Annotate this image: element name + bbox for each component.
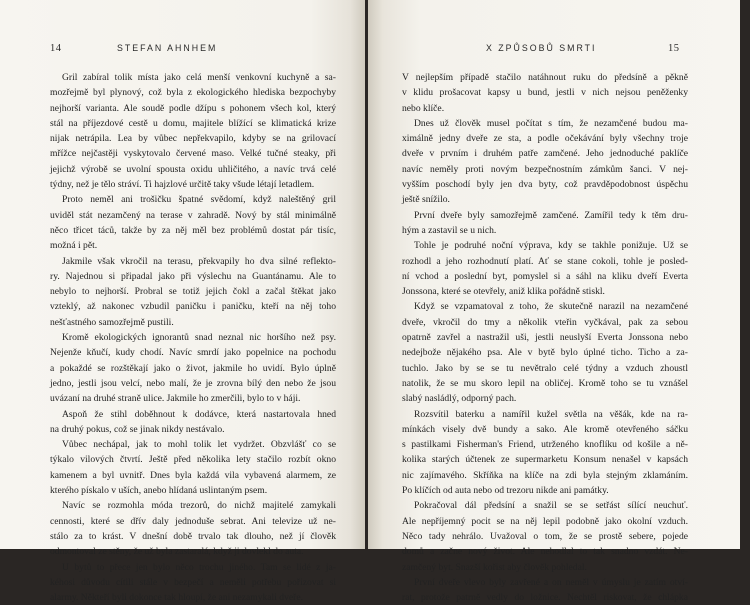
text-line: vzteklý, až nakonec vzbudil paničku i paničku, kteří na něj toho	[50, 301, 336, 313]
text-line: ještě snížilo.	[402, 194, 450, 206]
text-line: natolik, že se mu skoro lepil na obličej. Kromě toho se tu vznášel	[402, 377, 688, 389]
text-line: mřížce nejčastěji vyskytovalo červené maso. Velké tučné steaky, při	[50, 148, 336, 160]
text-line: s pastilkami Fisherman's Friend, utrženého knoflíku od košile a ně-	[402, 439, 688, 451]
text-line: Jakmile však vkročil na terasu, překvapily ho dva silné reflekto-	[62, 255, 336, 267]
text-line: Aspoň že stihl doběhnout k dodávce, která nastartovala hned	[62, 408, 336, 420]
text-line: jedno, jestli jsou velcí, nebo malí, že je zrovna bílý den nebo že jsou	[50, 377, 336, 389]
text-line: alarmy. Někteří byli dokonce tak hloupí, že ani nezamykali dveře.	[50, 592, 303, 604]
text-line: U bytů to přece jen bylo něco trochu jiného. Tam se lidé z ja-	[62, 561, 336, 573]
text-line: Navíc se rozmohla móda trezorů, do nichž majitelé zamykali	[62, 500, 336, 512]
text-line: Když se vzpamatoval z toho, že skutečně narazil na nezamčené	[414, 301, 688, 313]
text-line: mínkách visely dvě bundy a sako. Ale kromě otevřeného sáčku	[402, 423, 688, 435]
text-line: slabý nasládlý, odporný pach.	[402, 393, 517, 405]
text-line: nebylo to nejhorší. Probral se totiž jejich čokl a začal štěkat jako	[50, 286, 336, 298]
text-line: v klidu prošacovat kapsy u bund, jestli v nich nejsou peněženky	[402, 87, 688, 99]
text-line: rozhodl a jeho rozhodnutí platí. Ať se stane cokoli, tohle je posled-	[402, 255, 688, 267]
text-line: Vůbec nechápal, jak to mohl tolik let vydržet. Obzvlášť co se	[62, 439, 336, 451]
running-head-author: STEFAN AHNHEM	[117, 43, 218, 53]
text-line: stálo za to krást. V dnešní době trvalo tak dlouho, než jí člověk	[50, 530, 336, 542]
text-line: týdny, než je tělo stráví. Ti hajzlové určitě taky všude létají letadlem.	[50, 179, 315, 191]
text-line: Ale nepříjemný pocit se na něj lepil podobně jako okolní vzduch.	[402, 515, 688, 527]
text-line: kamenem a byl uvnitř. Dnes byla každá vila vybavená alarmem, ze	[50, 469, 336, 481]
text-line: navíc neměly proti novým bezpečnostním zámkům šanci. V nej-	[402, 163, 688, 175]
text-line: První dveře byly samozřejmě zamčené. Zamířil tedy k těm dru-	[414, 209, 688, 221]
right-page	[368, 0, 740, 604]
text-line: Tohle je podruhé noční výprava, kdy se takhle ponižuje. Už se	[414, 240, 688, 252]
text-line: nejhorší varianta. Ale soudě podle džípu s pohonem všech kol, který	[50, 102, 336, 114]
page-number-left: 14	[50, 43, 62, 54]
text-line: odmontoval ze stěny, že už byla zastaralá, když ji dovlekl do auta.	[50, 546, 304, 558]
body-text-right	[402, 70, 688, 605]
text-line: vyšším poschodí byly jen dva byty, což pravděpodobnost úspěchu	[402, 179, 688, 191]
text-line: Pokračoval dál předsíní a snažil se se setřást sílící neuchuť.	[414, 500, 688, 512]
text-line: domů a začne nový život. Ale nehodlal to tak snadno vzdát. Ne-	[402, 546, 688, 558]
text-line: a pokaždé se rozštěkají jako o život, jakmile ho uvidí. Bylo úplně	[50, 362, 336, 374]
text-line: nešťastného samozřejmě pustili.	[50, 316, 174, 328]
text-line: něco třicet táců, takže by za něj měl bez problémů dostat pár tisíc,	[50, 224, 336, 236]
text-line: možná i pět.	[50, 240, 98, 252]
text-line: kéhosi důvodu cítili stále v bezpečí a neměli potřebu pořizovat si	[50, 576, 336, 588]
text-line: První dveře vlevo byly zavřené a on neměl v úmyslu je zatím otví-	[414, 576, 688, 588]
text-line: mozřejmě byl plynový, což byla z ekologického hlediska bezpochyby	[50, 87, 336, 99]
text-line: Nejenže kňučí, kudy chodí. Navíc smrdí jako popelnice na pochodu	[50, 347, 336, 359]
text-line: kterého pískalo v uších, anebo hlídaná uslintaným psem.	[50, 485, 268, 497]
text-line: stál na příjezdové cestě u domu, majitele blížící se klimatická krize	[50, 117, 336, 129]
text-line: nebo klíče.	[402, 102, 445, 114]
text-line: zamčený byt. Snazší kořist aby člověk pohledal.	[402, 561, 587, 573]
text-line: na druhý pokus, což se jinak nikdy nestávalo.	[50, 423, 225, 435]
text-line: tuchlo. Jako by se se tu nevětralo celé týdny a vzduch zhoustl	[402, 362, 688, 374]
text-line: ní vchod a poslední byt, pomyslel si a sáhl na kliku dveří Everta	[402, 270, 688, 282]
text-line: Gril zabíral tolik místa jako celá menší venkovní kuchyně a sa-	[62, 72, 336, 83]
text-line: dveře, vkročil do tmy a několik vteřin vyčkával, pak za sebou	[402, 316, 688, 328]
text-line: dveře v prvním i druhém patře zamčené. Jeho jednoduché paklíče	[402, 148, 688, 160]
body-text-left	[50, 70, 336, 605]
text-line: Proto neměl ani trošičku špatné svědomí, když naleštěný gril	[62, 194, 336, 206]
text-line: Kromě ekologických ignorantů snad neznal nic horšího než psy.	[62, 332, 336, 344]
text-line: opatrně zavřel a nastražil uši, jestli neuslyší Everta Jonssona nebo	[402, 332, 688, 344]
left-page	[0, 0, 365, 604]
text-line: nedejbože nějakého psa. Ale v bytě bylo úplné ticho. Ticho a za-	[402, 347, 688, 359]
text-line: ximálně jedny dveře ze sta, a podle očekávání byly všechny troje	[402, 133, 688, 145]
text-line: hým a zastavil se u nich.	[402, 224, 497, 236]
text-line: uvázaní na druhé straně ulice. Jakmile ho zmerčili, bylo to v háji.	[50, 393, 301, 405]
text-line: Rozsvítil baterku a namířil kužel světla na věšák, kde na ra-	[414, 408, 688, 420]
page-number-right: 15	[668, 43, 680, 54]
text-line: rat, protože patrně vedly do ložnice. Nechtěl riskovat, že chlápka	[402, 592, 688, 604]
text-line: cennosti, které se dřív daly jednoduše sebrat. Ani televize už ne-	[50, 515, 336, 527]
running-head-title: X ZPŮSOBŮ SMRTI	[486, 43, 597, 53]
text-line: ry. Najednou si připadal jako při výslechu na Guantánamu. Ale to	[50, 270, 336, 282]
text-line: Něco tady nehrálo. Uvažoval o tom, že se prostě sebere, pojede	[402, 530, 688, 542]
text-line: Jonssona, které se otevřely, aniž klika pořádně stiskl.	[402, 286, 605, 298]
text-line: Po klíčích od auta nebo od trezoru nikde ani památky.	[402, 485, 609, 497]
text-line: kolika starých účtenek ze supermarketu Konsum nenašel v kapsách	[402, 454, 688, 466]
text-line: nijak netrápila. Lea by vůbec nepřekvapilo, kdyby se na grilovací	[50, 133, 336, 145]
text-line: týkalo vilových čtvrtí. Ještě před několika lety stačilo rozbít okno	[50, 454, 336, 466]
text-line: V nejlepším případě stačilo natáhnout ruku do předsíně a pěkně	[402, 72, 688, 83]
text-line: nic zajímavého. Skříňka na klíče na zdi byla stejným zklamáním.	[402, 469, 688, 481]
text-line: Dnes už člověk musel počítat s tím, že nezamčené budou ma-	[414, 117, 688, 129]
text-line: uviděl stát nezamčený na terase v zahradě. Nový by stál minimálně	[50, 209, 336, 221]
text-line: jejichž výrobě se uvolní spousta oxidu uhličitého, a navíc trvá celé	[50, 163, 336, 175]
